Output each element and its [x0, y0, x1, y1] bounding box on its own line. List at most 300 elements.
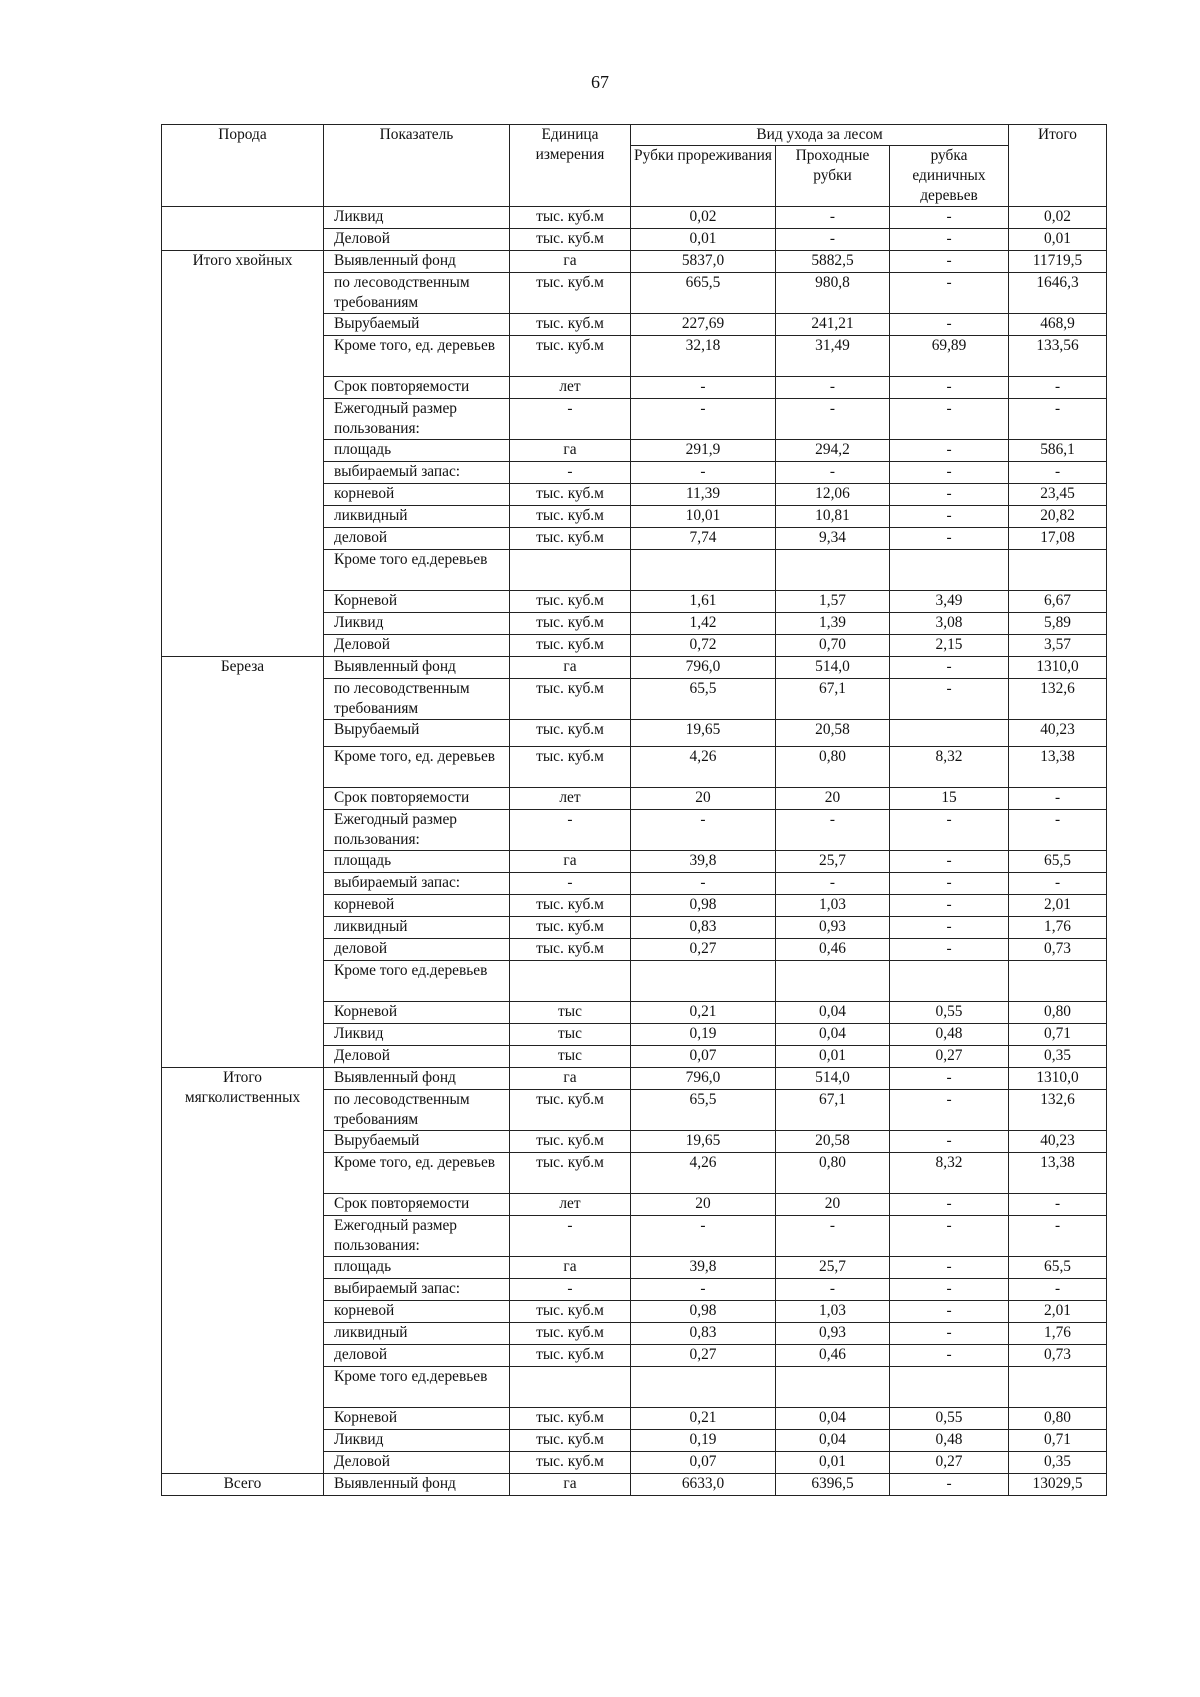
unit-cell: тыс. куб.м: [510, 336, 631, 377]
header-care-type: Вид ухода за лесом: [631, 125, 1009, 146]
unit-cell: [510, 1367, 631, 1408]
single-tree-value-cell: -: [890, 462, 1009, 484]
indicator-cell: Ежегодный размер пользования:: [324, 1216, 510, 1257]
indicator-cell: Ликвид: [324, 613, 510, 635]
unit-cell: тыс. куб.м: [510, 1090, 631, 1131]
single-tree-value-cell: -: [890, 1194, 1009, 1216]
single-tree-value-cell: -: [890, 895, 1009, 917]
forest-care-table: [161, 124, 1107, 1496]
indicator-cell: Кроме того, ед. деревьев: [324, 336, 510, 377]
passage-value-cell: -: [776, 1216, 890, 1257]
breed-group-cell: Итого мягколиственных: [162, 1068, 324, 1474]
indicator-cell: ликвидный: [324, 917, 510, 939]
thinning-value-cell: 19,65: [631, 720, 776, 747]
total-value-cell: -: [1009, 788, 1107, 810]
passage-value-cell: 0,70: [776, 635, 890, 657]
thinning-value-cell: 0,07: [631, 1452, 776, 1474]
thinning-value-cell: -: [631, 1216, 776, 1257]
single-tree-value-cell: -: [890, 377, 1009, 399]
single-tree-value-cell: 0,48: [890, 1430, 1009, 1452]
total-value-cell: 0,80: [1009, 1002, 1107, 1024]
passage-value-cell: 12,06: [776, 484, 890, 506]
unit-cell: га: [510, 1068, 631, 1090]
passage-value-cell: 294,2: [776, 440, 890, 462]
single-tree-value-cell: 0,55: [890, 1002, 1009, 1024]
indicator-cell: Ежегодный размер пользования:: [324, 399, 510, 440]
passage-value-cell: 1,03: [776, 1301, 890, 1323]
passage-value-cell: 0,01: [776, 1046, 890, 1068]
indicator-cell: по лесоводственным требованиям: [324, 679, 510, 720]
passage-value-cell: 31,49: [776, 336, 890, 377]
unit-cell: лет: [510, 788, 631, 810]
passage-value-cell: -: [776, 399, 890, 440]
unit-cell: тыс. куб.м: [510, 939, 631, 961]
single-tree-value-cell: -: [890, 939, 1009, 961]
indicator-cell: деловой: [324, 1345, 510, 1367]
total-value-cell: 17,08: [1009, 528, 1107, 550]
unit-cell: тыс. куб.м: [510, 1323, 631, 1345]
single-tree-value-cell: -: [890, 1068, 1009, 1090]
passage-value-cell: 0,93: [776, 1323, 890, 1345]
single-tree-value-cell: -: [890, 1216, 1009, 1257]
unit-cell: тыс. куб.м: [510, 1430, 631, 1452]
total-value-cell: 13,38: [1009, 747, 1107, 788]
passage-value-cell: 0,46: [776, 939, 890, 961]
single-tree-value-cell: -: [890, 229, 1009, 251]
indicator-cell: Вырубаемый: [324, 1131, 510, 1153]
total-value-cell: 13029,5: [1009, 1474, 1107, 1496]
indicator-cell: корневой: [324, 1301, 510, 1323]
thinning-value-cell: 0,27: [631, 939, 776, 961]
passage-value-cell: 5882,5: [776, 251, 890, 273]
unit-cell: -: [510, 462, 631, 484]
total-value-cell: [1009, 961, 1107, 1002]
single-tree-value-cell: 0,27: [890, 1046, 1009, 1068]
indicator-cell: Кроме того ед.деревьев: [324, 1367, 510, 1408]
thinning-value-cell: 1,61: [631, 591, 776, 613]
unit-cell: [510, 550, 631, 591]
passage-value-cell: 1,57: [776, 591, 890, 613]
indicator-cell: площадь: [324, 440, 510, 462]
table-row: [162, 1068, 1107, 1090]
total-value-cell: 65,5: [1009, 851, 1107, 873]
total-value-cell: -: [1009, 873, 1107, 895]
passage-value-cell: 0,93: [776, 917, 890, 939]
unit-cell: -: [510, 810, 631, 851]
single-tree-value-cell: -: [890, 440, 1009, 462]
single-tree-value-cell: 0,48: [890, 1024, 1009, 1046]
passage-value-cell: 25,7: [776, 851, 890, 873]
unit-cell: тыс. куб.м: [510, 747, 631, 788]
passage-value-cell: 0,04: [776, 1408, 890, 1430]
total-value-cell: 0,80: [1009, 1408, 1107, 1430]
total-value-cell: 13,38: [1009, 1153, 1107, 1194]
thinning-value-cell: 32,18: [631, 336, 776, 377]
thinning-value-cell: 0,21: [631, 1408, 776, 1430]
thinning-value-cell: 7,74: [631, 528, 776, 550]
passage-value-cell: 20,58: [776, 720, 890, 747]
header-unit: Единица измерения: [510, 125, 631, 207]
total-value-cell: -: [1009, 462, 1107, 484]
indicator-cell: Выявленный фонд: [324, 1474, 510, 1496]
unit-cell: га: [510, 1474, 631, 1496]
header-total: Итого: [1009, 125, 1107, 207]
passage-value-cell: [776, 961, 890, 1002]
table-row: [162, 207, 1107, 229]
unit-cell: га: [510, 657, 631, 679]
total-value-cell: 1646,3: [1009, 273, 1107, 314]
passage-value-cell: 67,1: [776, 679, 890, 720]
page-number: 67: [591, 72, 609, 92]
total-value-cell: -: [1009, 377, 1107, 399]
thinning-value-cell: -: [631, 399, 776, 440]
passage-value-cell: 10,81: [776, 506, 890, 528]
indicator-cell: ликвидный: [324, 506, 510, 528]
unit-cell: тыс: [510, 1046, 631, 1068]
passage-value-cell: 514,0: [776, 1068, 890, 1090]
total-value-cell: 2,01: [1009, 895, 1107, 917]
unit-cell: -: [510, 1279, 631, 1301]
total-value-cell: 1,76: [1009, 917, 1107, 939]
single-tree-value-cell: -: [890, 1131, 1009, 1153]
single-tree-value-cell: -: [890, 657, 1009, 679]
single-tree-value-cell: -: [890, 251, 1009, 273]
unit-cell: тыс. куб.м: [510, 1345, 631, 1367]
passage-value-cell: -: [776, 462, 890, 484]
total-value-cell: 1310,0: [1009, 1068, 1107, 1090]
passage-value-cell: -: [776, 873, 890, 895]
passage-value-cell: 9,34: [776, 528, 890, 550]
unit-cell: тыс. куб.м: [510, 207, 631, 229]
unit-cell: тыс. куб.м: [510, 1408, 631, 1430]
indicator-cell: площадь: [324, 1257, 510, 1279]
thinning-value-cell: 19,65: [631, 1131, 776, 1153]
single-tree-value-cell: [890, 1367, 1009, 1408]
thinning-value-cell: [631, 961, 776, 1002]
indicator-cell: деловой: [324, 939, 510, 961]
thinning-value-cell: 1,42: [631, 613, 776, 635]
thinning-value-cell: 65,5: [631, 679, 776, 720]
single-tree-value-cell: 3,49: [890, 591, 1009, 613]
passage-value-cell: 0,01: [776, 1452, 890, 1474]
indicator-cell: Ликвид: [324, 207, 510, 229]
indicator-cell: Деловой: [324, 1452, 510, 1474]
header-indicator: Показатель: [324, 125, 510, 207]
total-value-cell: 3,57: [1009, 635, 1107, 657]
unit-cell: -: [510, 873, 631, 895]
single-tree-value-cell: -: [890, 851, 1009, 873]
thinning-value-cell: 65,5: [631, 1090, 776, 1131]
thinning-value-cell: 0,98: [631, 895, 776, 917]
unit-cell: тыс. куб.м: [510, 528, 631, 550]
unit-cell: -: [510, 1216, 631, 1257]
single-tree-value-cell: 0,27: [890, 1452, 1009, 1474]
single-tree-value-cell: -: [890, 314, 1009, 336]
thinning-value-cell: 5837,0: [631, 251, 776, 273]
total-value-cell: -: [1009, 810, 1107, 851]
single-tree-value-cell: 3,08: [890, 613, 1009, 635]
passage-value-cell: [776, 550, 890, 591]
passage-value-cell: 67,1: [776, 1090, 890, 1131]
passage-value-cell: -: [776, 207, 890, 229]
thinning-value-cell: 0,02: [631, 207, 776, 229]
total-value-cell: 0,35: [1009, 1046, 1107, 1068]
total-value-cell: 5,89: [1009, 613, 1107, 635]
thinning-value-cell: 20: [631, 1194, 776, 1216]
table-row: [162, 251, 1107, 273]
thinning-value-cell: 0,19: [631, 1024, 776, 1046]
single-tree-value-cell: -: [890, 1301, 1009, 1323]
passage-value-cell: 514,0: [776, 657, 890, 679]
breed-group-cell: [162, 207, 324, 251]
passage-value-cell: 0,04: [776, 1002, 890, 1024]
total-value-cell: 0,02: [1009, 207, 1107, 229]
unit-cell: [510, 961, 631, 1002]
indicator-cell: Ликвид: [324, 1024, 510, 1046]
indicator-cell: Вырубаемый: [324, 720, 510, 747]
total-value-cell: [1009, 1367, 1107, 1408]
table-body: [162, 207, 1107, 1496]
passage-value-cell: 20,58: [776, 1131, 890, 1153]
unit-cell: тыс. куб.м: [510, 917, 631, 939]
unit-cell: тыс. куб.м: [510, 314, 631, 336]
total-value-cell: 468,9: [1009, 314, 1107, 336]
indicator-cell: Корневой: [324, 1408, 510, 1430]
thinning-value-cell: 20: [631, 788, 776, 810]
indicator-cell: Корневой: [324, 1002, 510, 1024]
indicator-cell: корневой: [324, 895, 510, 917]
thinning-value-cell: 291,9: [631, 440, 776, 462]
total-value-cell: 40,23: [1009, 720, 1107, 747]
thinning-value-cell: 39,8: [631, 1257, 776, 1279]
passage-value-cell: 20: [776, 1194, 890, 1216]
indicator-cell: ликвидный: [324, 1323, 510, 1345]
indicator-cell: площадь: [324, 851, 510, 873]
single-tree-value-cell: -: [890, 1474, 1009, 1496]
thinning-value-cell: -: [631, 1279, 776, 1301]
indicator-cell: Кроме того, ед. деревьев: [324, 747, 510, 788]
header-passage: Проходные рубки: [776, 146, 890, 207]
passage-value-cell: 0,80: [776, 747, 890, 788]
indicator-cell: Выявленный фонд: [324, 251, 510, 273]
indicator-cell: Кроме того ед.деревьев: [324, 961, 510, 1002]
single-tree-value-cell: -: [890, 810, 1009, 851]
single-tree-value-cell: 8,32: [890, 1153, 1009, 1194]
thinning-value-cell: 0,01: [631, 229, 776, 251]
thinning-value-cell: -: [631, 810, 776, 851]
total-value-cell: 0,73: [1009, 939, 1107, 961]
passage-value-cell: 1,39: [776, 613, 890, 635]
single-tree-value-cell: -: [890, 917, 1009, 939]
single-tree-value-cell: -: [890, 506, 1009, 528]
thinning-value-cell: -: [631, 377, 776, 399]
total-value-cell: 65,5: [1009, 1257, 1107, 1279]
total-value-cell: 0,01: [1009, 229, 1107, 251]
passage-value-cell: -: [776, 1279, 890, 1301]
unit-cell: тыс. куб.м: [510, 895, 631, 917]
indicator-cell: Выявленный фонд: [324, 657, 510, 679]
unit-cell: тыс. куб.м: [510, 591, 631, 613]
indicator-cell: Кроме того, ед. деревьев: [324, 1153, 510, 1194]
unit-cell: лет: [510, 377, 631, 399]
total-value-cell: -: [1009, 1216, 1107, 1257]
indicator-cell: Деловой: [324, 635, 510, 657]
total-value-cell: 1,76: [1009, 1323, 1107, 1345]
single-tree-value-cell: -: [890, 873, 1009, 895]
single-tree-value-cell: -: [890, 679, 1009, 720]
unit-cell: тыс. куб.м: [510, 1452, 631, 1474]
indicator-cell: Корневой: [324, 591, 510, 613]
passage-value-cell: 6396,5: [776, 1474, 890, 1496]
single-tree-value-cell: -: [890, 1345, 1009, 1367]
total-value-cell: -: [1009, 399, 1107, 440]
total-value-cell: 0,73: [1009, 1345, 1107, 1367]
single-tree-value-cell: -: [890, 399, 1009, 440]
thinning-value-cell: 0,21: [631, 1002, 776, 1024]
thinning-value-cell: 11,39: [631, 484, 776, 506]
indicator-cell: Выявленный фонд: [324, 1068, 510, 1090]
thinning-value-cell: 39,8: [631, 851, 776, 873]
passage-value-cell: 241,21: [776, 314, 890, 336]
indicator-cell: по лесоводственным требованиям: [324, 273, 510, 314]
unit-cell: тыс. куб.м: [510, 273, 631, 314]
indicator-cell: Ликвид: [324, 1430, 510, 1452]
single-tree-value-cell: 69,89: [890, 336, 1009, 377]
thinning-value-cell: 0,98: [631, 1301, 776, 1323]
thinning-value-cell: 0,72: [631, 635, 776, 657]
passage-value-cell: 20: [776, 788, 890, 810]
indicator-cell: выбираемый запас:: [324, 1279, 510, 1301]
passage-value-cell: [776, 1367, 890, 1408]
unit-cell: тыс. куб.м: [510, 1153, 631, 1194]
unit-cell: тыс. куб.м: [510, 635, 631, 657]
total-value-cell: -: [1009, 1279, 1107, 1301]
single-tree-value-cell: 0,55: [890, 1408, 1009, 1430]
unit-cell: лет: [510, 1194, 631, 1216]
unit-cell: тыс. куб.м: [510, 1301, 631, 1323]
single-tree-value-cell: -: [890, 207, 1009, 229]
unit-cell: тыс: [510, 1002, 631, 1024]
single-tree-value-cell: [890, 961, 1009, 1002]
thinning-value-cell: -: [631, 873, 776, 895]
total-value-cell: 40,23: [1009, 1131, 1107, 1153]
total-value-cell: 2,01: [1009, 1301, 1107, 1323]
total-value-cell: 0,71: [1009, 1430, 1107, 1452]
passage-value-cell: 1,03: [776, 895, 890, 917]
unit-cell: га: [510, 440, 631, 462]
single-tree-value-cell: -: [890, 528, 1009, 550]
indicator-cell: Срок повторяемости: [324, 1194, 510, 1216]
single-tree-value-cell: -: [890, 484, 1009, 506]
thinning-value-cell: 4,26: [631, 747, 776, 788]
indicator-cell: выбираемый запас:: [324, 873, 510, 895]
single-tree-value-cell: [890, 720, 1009, 747]
passage-value-cell: 980,8: [776, 273, 890, 314]
thinning-value-cell: 6633,0: [631, 1474, 776, 1496]
single-tree-value-cell: 8,32: [890, 747, 1009, 788]
indicator-cell: Срок повторяемости: [324, 788, 510, 810]
indicator-cell: по лесоводственным требованиям: [324, 1090, 510, 1131]
breed-group-cell: Всего: [162, 1474, 324, 1496]
thinning-value-cell: -: [631, 462, 776, 484]
unit-cell: тыс. куб.м: [510, 506, 631, 528]
header-thinning: Рубки прореживания: [631, 146, 776, 207]
total-value-cell: 0,35: [1009, 1452, 1107, 1474]
passage-value-cell: 0,80: [776, 1153, 890, 1194]
unit-cell: га: [510, 251, 631, 273]
passage-value-cell: -: [776, 810, 890, 851]
total-value-cell: [1009, 550, 1107, 591]
single-tree-value-cell: 15: [890, 788, 1009, 810]
total-value-cell: -: [1009, 1194, 1107, 1216]
indicator-cell: Деловой: [324, 1046, 510, 1068]
passage-value-cell: 25,7: [776, 1257, 890, 1279]
unit-cell: га: [510, 851, 631, 873]
thinning-value-cell: 4,26: [631, 1153, 776, 1194]
thinning-value-cell: 796,0: [631, 657, 776, 679]
total-value-cell: 133,56: [1009, 336, 1107, 377]
indicator-cell: Деловой: [324, 229, 510, 251]
indicator-cell: корневой: [324, 484, 510, 506]
unit-cell: тыс. куб.м: [510, 1131, 631, 1153]
thinning-value-cell: 0,19: [631, 1430, 776, 1452]
breed-group-cell: Береза: [162, 657, 324, 1068]
total-value-cell: 586,1: [1009, 440, 1107, 462]
header-single-tree: рубка единичных деревьев: [890, 146, 1009, 207]
thinning-value-cell: 227,69: [631, 314, 776, 336]
single-tree-value-cell: -: [890, 1257, 1009, 1279]
total-value-cell: 23,45: [1009, 484, 1107, 506]
table-row: [162, 1474, 1107, 1496]
unit-cell: га: [510, 1257, 631, 1279]
indicator-cell: выбираемый запас:: [324, 462, 510, 484]
indicator-cell: Вырубаемый: [324, 314, 510, 336]
indicator-cell: Ежегодный размер пользования:: [324, 810, 510, 851]
header-breed: Порода: [162, 125, 324, 207]
table-header: [162, 125, 1107, 207]
unit-cell: тыс. куб.м: [510, 229, 631, 251]
total-value-cell: 20,82: [1009, 506, 1107, 528]
total-value-cell: 11719,5: [1009, 251, 1107, 273]
unit-cell: тыс. куб.м: [510, 720, 631, 747]
indicator-cell: Срок повторяемости: [324, 377, 510, 399]
single-tree-value-cell: -: [890, 273, 1009, 314]
single-tree-value-cell: -: [890, 1279, 1009, 1301]
passage-value-cell: -: [776, 229, 890, 251]
total-value-cell: 132,6: [1009, 1090, 1107, 1131]
total-value-cell: 6,67: [1009, 591, 1107, 613]
thinning-value-cell: 665,5: [631, 273, 776, 314]
passage-value-cell: 0,04: [776, 1024, 890, 1046]
table-row: [162, 657, 1107, 679]
breed-group-cell: Итого хвойных: [162, 251, 324, 657]
thinning-value-cell: 0,27: [631, 1345, 776, 1367]
thinning-value-cell: 0,07: [631, 1046, 776, 1068]
unit-cell: тыс. куб.м: [510, 679, 631, 720]
single-tree-value-cell: -: [890, 1323, 1009, 1345]
unit-cell: тыс. куб.м: [510, 613, 631, 635]
passage-value-cell: -: [776, 377, 890, 399]
single-tree-value-cell: -: [890, 1090, 1009, 1131]
unit-cell: тыс. куб.м: [510, 484, 631, 506]
single-tree-value-cell: [890, 550, 1009, 591]
indicator-cell: деловой: [324, 528, 510, 550]
total-value-cell: 132,6: [1009, 679, 1107, 720]
indicator-cell: Кроме того ед.деревьев: [324, 550, 510, 591]
single-tree-value-cell: 2,15: [890, 635, 1009, 657]
thinning-value-cell: 0,83: [631, 1323, 776, 1345]
total-value-cell: 0,71: [1009, 1024, 1107, 1046]
